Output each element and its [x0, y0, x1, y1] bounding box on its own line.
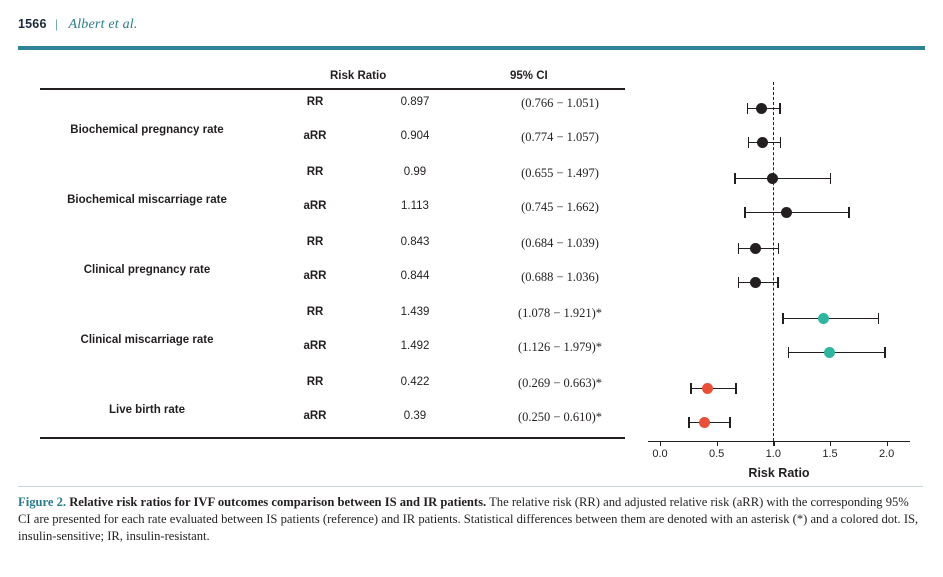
- group-label: Clinical miscarriage rate: [80, 334, 214, 346]
- estimate-point: [750, 277, 761, 288]
- ci-cap: [884, 347, 885, 358]
- row-ci-value: (0.774 − 1.057): [521, 130, 599, 144]
- figure-caption: [18, 494, 923, 545]
- row-ci-value: (1.126 − 1.979)*: [517, 340, 603, 354]
- x-axis-tick: [830, 441, 831, 446]
- row-measure: RR: [306, 306, 324, 318]
- group-label: Biochemical miscarriage rate: [67, 194, 227, 206]
- ci-cap: [848, 207, 849, 218]
- x-axis-tick: [660, 441, 661, 446]
- row-ci-value: (0.250 − 0.610)*: [517, 410, 603, 424]
- row-risk-ratio-value: 0.843: [400, 236, 430, 248]
- ci-cap: [688, 417, 689, 428]
- ci-cap: [729, 417, 730, 428]
- row-measure: RR: [306, 376, 324, 388]
- page-number: 1566: [18, 17, 47, 31]
- row-ci-value: (0.688 − 1.036): [521, 270, 599, 284]
- forest-plot: [648, 56, 923, 486]
- row-risk-ratio-value: 1.492: [400, 340, 430, 352]
- caption-body: The relative risk (RR) and adjusted relative risk (aRR) with the corresponding 95% CI are presented for each rate evaluated between IS patients (reference) and IR patients. Statistical differences between them are denoted with an asterisk (*) and a colored dot. IS, insulin-sensitive; IR, insulin-resistant.: [18, 495, 919, 543]
- row-measure: aRR: [303, 270, 327, 282]
- row-measure: RR: [306, 236, 324, 248]
- caption-bold-lead: Relative risk ratios for IVF outcomes comparison between IS and IR patients.: [69, 495, 487, 509]
- ci-whisker: [788, 352, 885, 353]
- ci-cap: [780, 137, 781, 148]
- estimates-table: [40, 56, 645, 451]
- estimate-point: [824, 347, 835, 358]
- estimate-point: [702, 383, 713, 394]
- estimate-point: [818, 313, 829, 324]
- ci-cap: [735, 383, 736, 394]
- ci-cap: [878, 313, 879, 324]
- caption-rule: [18, 486, 923, 487]
- row-ci-value: (0.655 − 1.497): [521, 166, 599, 180]
- ci-cap: [788, 347, 789, 358]
- x-axis-tick: [717, 441, 718, 446]
- ci-cap: [778, 243, 779, 254]
- row-risk-ratio-value: 1.113: [401, 200, 429, 212]
- row-ci-value: (0.745 − 1.662): [521, 200, 599, 214]
- row-risk-ratio-value: 0.844: [400, 270, 430, 282]
- x-axis-tick-label: 1.5: [822, 448, 838, 460]
- row-ci-value: (0.684 − 1.039): [521, 236, 599, 250]
- row-measure: aRR: [303, 130, 327, 142]
- estimate-point: [756, 103, 767, 114]
- figure-2: [18, 56, 925, 486]
- ci-cap: [747, 103, 748, 114]
- header-rule: [18, 46, 925, 50]
- row-measure: aRR: [303, 410, 327, 422]
- column-header-ci: 95% CI: [510, 70, 548, 82]
- group-label: Biochemical pregnancy rate: [70, 124, 224, 136]
- reference-line: [773, 82, 774, 441]
- row-risk-ratio-value: 0.904: [400, 130, 430, 142]
- ci-cap: [690, 383, 691, 394]
- x-axis-title: Risk Ratio: [748, 466, 810, 480]
- x-axis-tick-label: 0.5: [709, 448, 725, 460]
- ci-cap: [777, 277, 778, 288]
- ci-whisker: [734, 178, 829, 179]
- row-ci-value: (0.269 − 0.663)*: [517, 376, 603, 390]
- ci-cap: [738, 243, 739, 254]
- row-measure: aRR: [303, 200, 327, 212]
- row-measure: aRR: [303, 340, 327, 352]
- ci-whisker: [782, 318, 878, 319]
- x-axis-line: [648, 441, 910, 442]
- row-ci-value: (1.078 − 1.921)*: [517, 306, 603, 320]
- x-axis-tick: [887, 441, 888, 446]
- estimate-point: [767, 173, 778, 184]
- running-head-authors: Albert et al.: [68, 17, 138, 32]
- x-axis-tick-label: 2.0: [879, 448, 895, 460]
- column-header-risk-ratio: Risk Ratio: [330, 70, 387, 82]
- row-risk-ratio-value: 0.897: [400, 96, 430, 108]
- row-risk-ratio-value: 1.439: [400, 306, 430, 318]
- row-ci-value: (0.766 − 1.051): [521, 96, 599, 110]
- estimate-point: [750, 243, 761, 254]
- row-risk-ratio-value: 0.422: [400, 376, 430, 388]
- row-measure: RR: [306, 166, 324, 178]
- group-label: Clinical pregnancy rate: [83, 264, 211, 276]
- group-label: Live birth rate: [108, 404, 186, 416]
- running-head-separator: |: [55, 17, 58, 31]
- ci-whisker: [744, 212, 848, 213]
- estimate-point: [757, 137, 768, 148]
- running-head: [18, 16, 138, 33]
- row-risk-ratio-value: 0.39: [403, 410, 427, 422]
- x-axis-tick-label: 0.0: [652, 448, 668, 460]
- row-risk-ratio-value: 0.99: [403, 166, 427, 178]
- ci-cap: [734, 173, 735, 184]
- x-axis-tick: [773, 441, 774, 446]
- caption-label: Figure 2.: [18, 495, 67, 509]
- ci-cap: [748, 137, 749, 148]
- estimate-point: [699, 417, 710, 428]
- ci-cap: [779, 103, 780, 114]
- x-axis-tick-label: 1.0: [765, 448, 781, 460]
- row-measure: RR: [306, 96, 324, 108]
- table-top-rule: [40, 88, 625, 90]
- estimate-point: [781, 207, 792, 218]
- ci-cap: [830, 173, 831, 184]
- ci-cap: [782, 313, 783, 324]
- ci-cap: [744, 207, 745, 218]
- ci-cap: [738, 277, 739, 288]
